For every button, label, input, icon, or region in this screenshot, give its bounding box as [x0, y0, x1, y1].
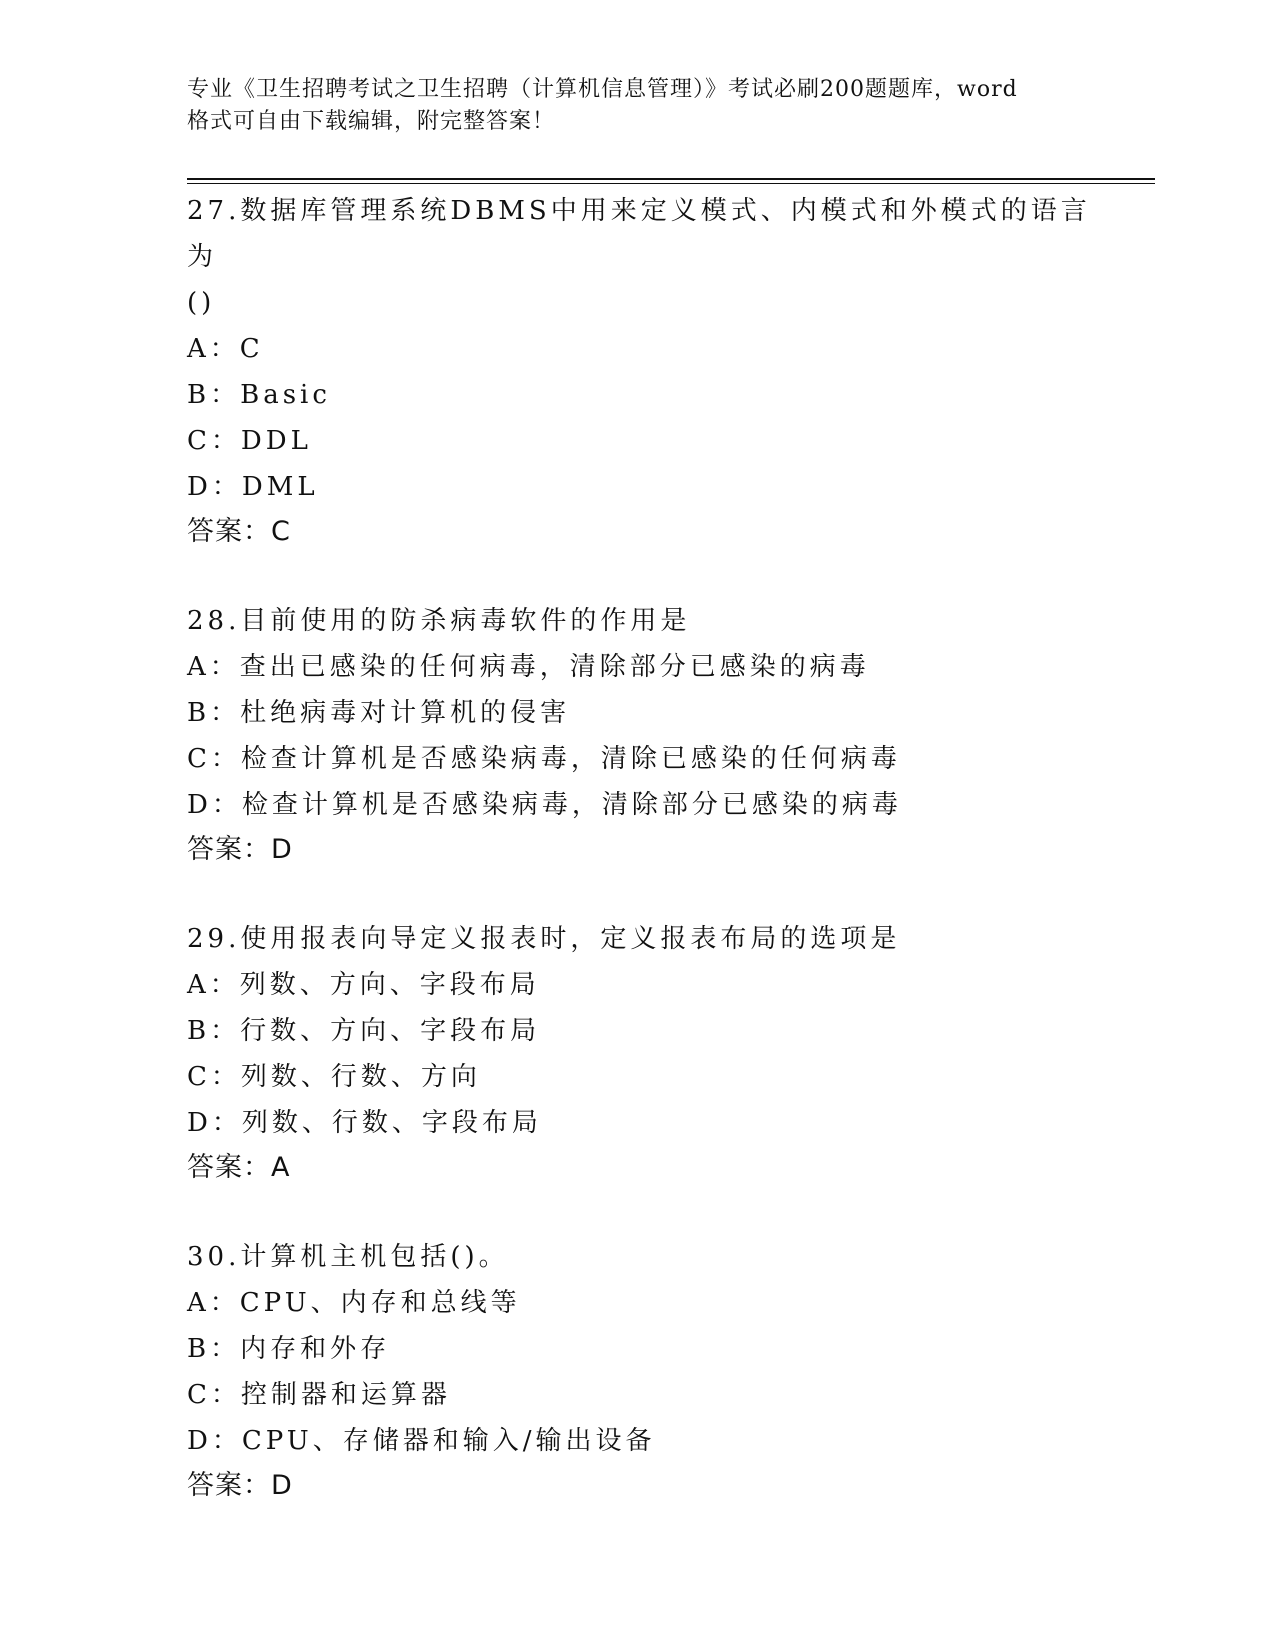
question-list	[187, 188, 1107, 1508]
question-spacer	[187, 1190, 1107, 1234]
header-divider-thin	[187, 183, 1155, 184]
option-c: C：检查计算机是否感染病毒，清除已感染的任何病毒	[187, 744, 901, 774]
option-a: A：列数、方向、字段布局	[187, 970, 540, 1000]
answer: 答案：D	[187, 834, 293, 865]
option-c: C：DDL	[187, 426, 312, 456]
answer: 答案：D	[187, 1470, 293, 1501]
option-d: D：DML	[187, 472, 319, 502]
question-spacer	[187, 554, 1107, 598]
question-28	[187, 598, 1107, 872]
document-header	[187, 74, 1087, 138]
option-b: B：杜绝病毒对计算机的侵害	[187, 698, 571, 728]
option-a: A：查出已感染的任何病毒，清除部分已感染的病毒	[187, 652, 870, 682]
question-29	[187, 916, 1107, 1190]
question-stem: 29.使用报表向导定义报表时，定义报表布局的选项是	[187, 924, 901, 954]
option-b: B：内存和外存	[187, 1334, 391, 1364]
option-d: D：检查计算机是否感染病毒，清除部分已感染的病毒	[187, 790, 902, 820]
option-b: B：Basic	[187, 380, 331, 410]
option-d: D：列数、行数、字段布局	[187, 1108, 542, 1138]
question-stem: 27.数据库管理系统DBMS中用来定义模式、内模式和外模式的语言为	[187, 196, 1091, 272]
header-line-1: 专业《卫生招聘考试之卫生招聘（计算机信息管理）》考试必刷200题题库，word	[187, 77, 1018, 102]
answer: 答案：C	[187, 516, 291, 547]
question-stem: 30.计算机主机包括()。	[187, 1242, 509, 1272]
question-27	[187, 188, 1107, 554]
header-divider-thick	[187, 178, 1155, 180]
answer: 答案：A	[187, 1152, 291, 1183]
question-spacer	[187, 872, 1107, 916]
option-c: C：控制器和运算器	[187, 1380, 451, 1410]
option-a: A：C	[187, 334, 264, 364]
question-stem: 28.目前使用的防杀病毒软件的作用是	[187, 606, 691, 636]
option-c: C：列数、行数、方向	[187, 1062, 481, 1092]
option-d: D：CPU、存储器和输入/输出设备	[187, 1426, 656, 1456]
option-a: A：CPU、内存和总线等	[187, 1288, 521, 1318]
header-line-2: 格式可自由下载编辑，附完整答案！	[187, 109, 556, 134]
question-30	[187, 1234, 1107, 1508]
option-b: B：行数、方向、字段布局	[187, 1016, 541, 1046]
question-stem-continued: ()	[187, 288, 216, 318]
